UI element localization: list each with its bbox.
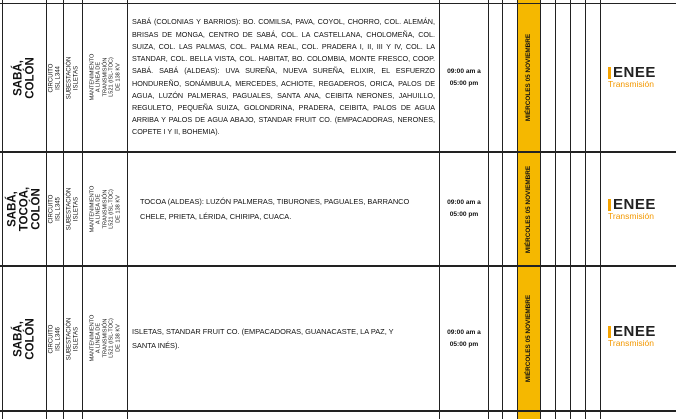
substation: SUBESTACIÓN ISLETAS [66, 187, 79, 231]
circuit: CIRCUITO ISL L344 [48, 63, 62, 92]
location: SABÁ, COLÓN [12, 56, 37, 99]
circuit: CIRCUITO ISL L346 [48, 324, 62, 353]
maintenance-description: MANTENIMIENTO A LÍNEA DE TRANSMISIÓN L521 (ISL-TOC) DE 138 KV [88, 315, 121, 362]
table-row [0, 267, 676, 410]
location: SABÁ, COLÓN [12, 317, 37, 360]
logo-sub: Transmisión [608, 211, 654, 221]
circuit: CIRCUITO ISL L345 [48, 194, 62, 224]
time-start: 09:00 am a [447, 328, 481, 336]
outage-date: MIÉRCOLES 05 NOVIEMBRE [525, 294, 533, 383]
affected-areas: ISLETAS, STANDAR FRUIT CO. (EMPACADORAS, GUANACASTE, LA PAZ, Y SANTA INÉS). [132, 326, 394, 350]
affected-areas: TOCOA (ALDEAS): LUZÓN PALMERAS, TIBURONES, PAGUALES, BARRANCO CHELE, PRIETA, LÉRIDA, CHIRIPA, CUACA. [140, 197, 410, 221]
logo-sub: Transmisión [608, 338, 654, 348]
logo-brand: ENEE [613, 64, 656, 81]
maintenance-description: MANTENIMIENTO A LÍNEA DE TRANSMISIÓN L521 (ISL-TOC) DE 138 KV [88, 185, 121, 233]
logo-brand: ENEE [613, 323, 656, 340]
affected-areas: SABÁ (COLONIAS Y BARRIOS): BO. COMILSA, PAVA, COYOL, CHORRO, COL. ALEMÁN, BRISAS DE MONGA, CENTRO DE SABÁ, COL. LA CASTELLANA, CHOLOMEÑA, COL. SUIZA, COL. LAS PALMAS, COL. PALMA REAL, COL. PRADERA I, II, III Y IV, COL. LA STANDAR, COL. BELLA VISTA, COL. HABITAT, BO. COLOMBIA, MONTE FRESCO, COOP. SABÁ. SABÁ (ALDEAS): UVA SUREÑA, NUEVA SUREÑA, ELIXIR, EL ESFUERZO HONDUREÑO, SONÁMBULA, MERCEDES, ACHIOTE, REGADEROS, ORICA, PALOS DE AGUA, LUZÓN PALMERAS, PAGUALES, SANTA ANA, CEIBITA NERONES, JAHUILLO, REGULETO, PEQUEÑA SUIZA, GOLONDRINA, PRADERA, CEIBITA, PALOS DE AGUA ARRIBA Y PALOS DE AGUA ABAJO, STANDAR FRUIT CO. (EMPACADORAS, NERONES, COPETE I Y II, BOHEMIA). [132, 17, 435, 137]
outage-date: MIÉRCOLES 05 NOVIEMBRE [525, 165, 533, 253]
logo-sub: Transmisión [608, 79, 654, 89]
location: SABÁ, TOCOA, COLÓN [6, 186, 43, 232]
time-start: 09:00 am a [447, 199, 481, 206]
enee-logo [608, 325, 656, 348]
time-end: 05:00 pm [449, 79, 479, 87]
outage-date: MIÉRCOLES 05 NOVIEMBRE [525, 33, 533, 122]
maintenance-description: MANTENIMIENTO A LÍNEA DE TRANSMISIÓN L521 (ISL-TOC) DE 138 KV [88, 54, 121, 101]
logo-brand: ENEE [613, 196, 656, 213]
enee-logo [608, 198, 656, 221]
table-row [0, 4, 676, 151]
substation: SUBESTACIÓN ISLETAS [66, 317, 79, 360]
time-end: 05:00 pm [449, 340, 479, 348]
time-end: 05:00 pm [449, 211, 479, 218]
enee-logo [608, 66, 656, 89]
table-row [0, 153, 676, 265]
time-start: 09:00 am a [447, 67, 481, 75]
substation: SUBESTACIÓN ISLETAS [66, 56, 79, 99]
